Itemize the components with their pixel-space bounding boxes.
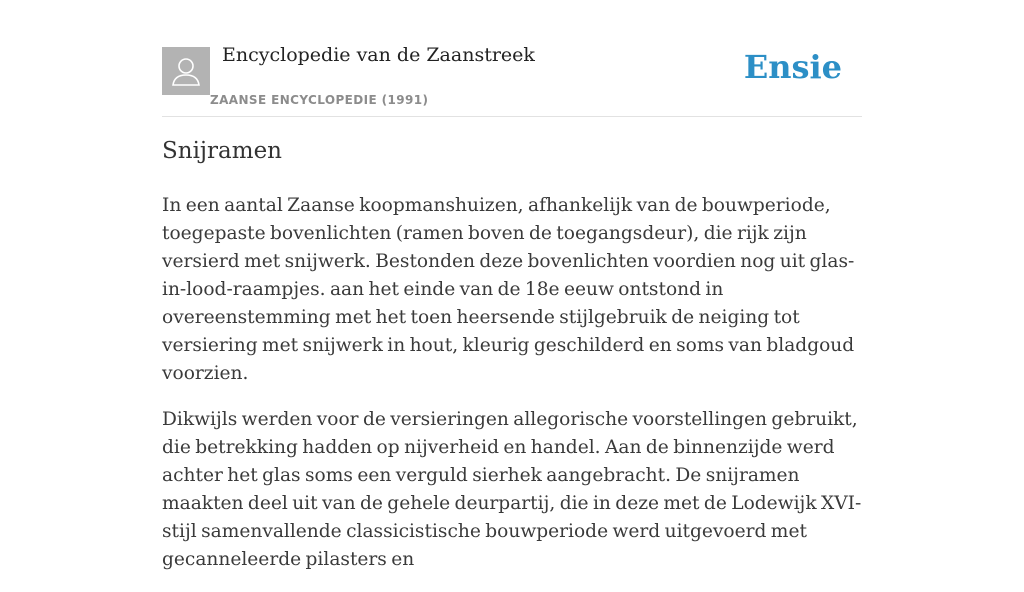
content-container: [162, 0, 862, 570]
source-title[interactable]: Encyclopedie van de Zaanstreek: [222, 44, 535, 66]
source-header: [162, 0, 862, 117]
article-paragraph: In een aantal Zaanse koopmanshuizen, afhankelijk van de bouwperiode, toegepaste bovenlichten (ramen boven de toegangsdeur), die rijk zijn versierd met snijwerk. Bestonden deze bovenlichten voordien nog uit glas-in-lood-raampjes. aan het einde van de 18e eeuw ontstond in overeenstemming met het toen heersende stijlgebruik de neiging tot versiering met snijwerk in hout, kleurig geschilderd en soms van bladgoud voorzien.: [162, 195, 855, 384]
source-subtitle: ZAANSE ENCYCLOPEDIE (1991): [210, 93, 429, 107]
article-paragraph: Dikwijls werden voor de versieringen allegorische voorstellingen gebruikt, die betrekking hadden op nijverheid en handel. Aan de binnenzijde werd achter het glas soms een verguld sierhek aangebracht. De snijramen maakten deel uit van de gehele deurpartij, die in deze met de Lodewijk XVI-stijl samenvallende classicistische bouwperiode werd uitgevoerd met gecanneleerde pilasters en: [162, 409, 862, 570]
ensie-logo[interactable]: Ensie: [743, 48, 842, 86]
user-silhouette-icon[interactable]: [162, 47, 210, 95]
article-body: [162, 192, 868, 592]
article-title: Snijramen: [162, 138, 282, 164]
